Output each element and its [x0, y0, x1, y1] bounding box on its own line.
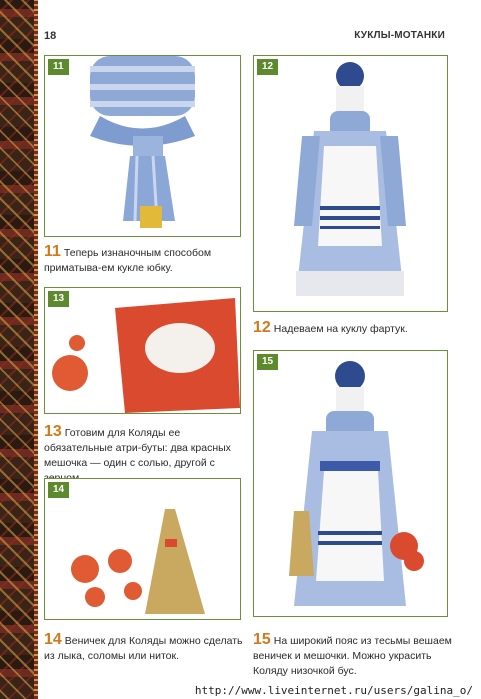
- step-text: Веничек для Коляды можно сделать из лыка, соломы или ниток.: [44, 635, 243, 662]
- photo-step-14: [44, 478, 241, 620]
- step-number: 15: [253, 631, 271, 648]
- photo-tag: 15: [257, 354, 278, 370]
- doll-apron-illustration: [254, 56, 447, 311]
- doll-final-illustration: [254, 351, 447, 616]
- photo-step-13: [44, 287, 241, 414]
- red-bags-illustration: [45, 288, 240, 413]
- source-url: http://www.liveinternet.ru/users/galina_o/: [194, 684, 473, 697]
- step-text: Теперь изнаночным способом приматыва-ем кукле юбку.: [44, 247, 212, 274]
- photo-step-11: [44, 55, 241, 237]
- step-number: 14: [44, 631, 62, 648]
- caption-step-11: [44, 244, 244, 276]
- doll-skirt-illustration: [45, 56, 240, 236]
- section-title: КУКЛЫ-МОТАНКИ: [354, 30, 445, 41]
- step-text: На широкий пояс из тесьмы вешаем веничек и мешочки. Можно украсить Коляду низочкой бус.: [253, 635, 452, 677]
- photo-step-12: [253, 55, 448, 312]
- photo-tag: 12: [257, 59, 278, 75]
- ornament-border: [0, 0, 34, 699]
- photo-tag: 14: [48, 482, 69, 498]
- caption-step-13: [44, 424, 244, 486]
- photo-tag: 13: [48, 291, 69, 307]
- step-text: Готовим для Коляды ее обязательные атри-буты: два красных мешочка — один с солью, другой с: [44, 427, 231, 469]
- photo-step-15: [253, 350, 448, 617]
- step-number: 12: [253, 319, 271, 336]
- photo-tag: 11: [48, 59, 69, 75]
- step-number: 11: [44, 243, 61, 260]
- page-number: 18: [44, 30, 57, 42]
- caption-step-15: [253, 632, 453, 679]
- caption-step-12: [253, 320, 453, 337]
- broom-illustration: [45, 479, 240, 619]
- caption-step-14: [44, 632, 244, 664]
- step-number: 13: [44, 423, 62, 440]
- step-text: Надеваем на куклу фартук.: [273, 323, 408, 335]
